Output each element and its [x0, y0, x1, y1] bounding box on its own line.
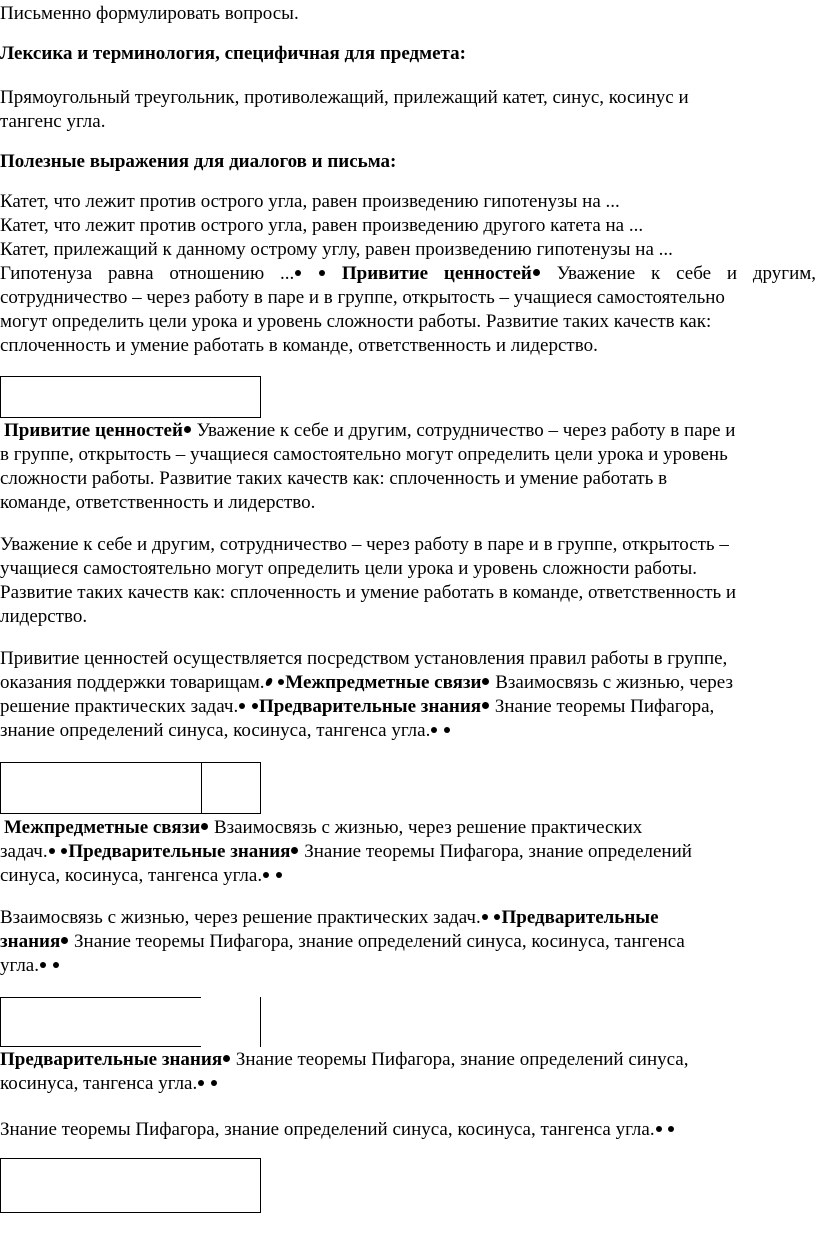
vocab-text: Прямоугольный треугольник, противолежащий, прилежащий катет, синус, косинус и тангенс угла. [0, 87, 689, 132]
empty-box [0, 376, 261, 418]
bullet-icon [53, 962, 59, 968]
values-paragraph-4: Привитие ценностей осуществляется посредством установления правил работы в группе, оказания поддержки товарищам. Межпредметные связи Взаимосвязь с жизнью, через решение практических задач. Предварительные знания Знание теоремы Пифагора, знание определений синуса, косинуса, тангенса угла. [0, 648, 733, 741]
bullet-icon [223, 1055, 230, 1062]
bullet-icon [291, 847, 298, 854]
values-paragraph-2: Привитие ценностей Уважение к себе и другим, сотрудничество – через работу в паре и [4, 420, 736, 441]
table-bottom-border [0, 813, 261, 814]
bullet-icon [276, 872, 282, 878]
bullet-icon [319, 270, 325, 276]
bullet-icon [252, 703, 258, 709]
phrases-block: Катет, что лежит против острого угла, равен произведению гипотенузы на ... Катет, что лежит против острого угла, равен произведению другого катета на ... Катет, прилежащий к данному острому углу, равен произведению гипотенузы на ... Гипотенуза равна отношению ... Привитие ценностей Уважение к себе и другим, сотрудничество – через работу в паре и в группе, открытость – учащиеся самостоятельно могут определить цели урока и уровень сложности работы. Развитие таких качеств как: сплоченность и умение работать в команде, ответственность и лидерство. [0, 191, 816, 356]
bullet-icon [482, 702, 489, 709]
bullet-icon [533, 269, 540, 276]
values-paragraph-3: Уважение к себе и другим, сотрудничество – через работу в паре и в группе, открытость – учащиеся самостоятельно могут определить цели урока и уровень сложности работы. Развитие таких качеств как: сплоченность и умение работать в команде, ответственность и лидерство. [0, 534, 737, 627]
bullet-icon [444, 727, 450, 733]
table-left-border [0, 997, 1, 1047]
empty-box [0, 1158, 261, 1213]
table-middle-border [201, 762, 202, 814]
prior-paragraph-2: Предварительные знания Знание теоремы Пифагора, знание определений синуса, косинуса, тангенса угла. [0, 1049, 689, 1094]
phrase-item: Катет, что лежит против острого угла, равен произведению другого катета на ... [0, 215, 644, 236]
bullet-icon [184, 426, 191, 433]
bullet-icon [201, 823, 208, 830]
bullet-icon [40, 962, 46, 968]
table-right-border [260, 762, 261, 814]
bullet-icon [482, 678, 489, 685]
bullet-icon [49, 848, 55, 854]
table-bottom-border [0, 1046, 201, 1047]
cross-paragraph-3: Взаимосвязь с жизнью, через решение практических задач. Предварительные знания Знание теоремы Пифагора, знание определений синуса, косинуса, тангенса угла. [0, 907, 685, 976]
cross-paragraph-2: Межпредметные связи Взаимосвязь с жизнью, через решение практических [4, 817, 643, 838]
bullet-icon [61, 848, 67, 854]
phrase-item: Катет, что лежит против острого угла, равен произведению гипотенузы на ... [0, 191, 620, 212]
bullet-icon [61, 937, 68, 944]
bullet-icon [263, 872, 269, 878]
values-paragraph-2-rest: в группе, открытость – учащиеся самостоятельно могут определить цели урока и уровень сложности работы. Развитие таких качеств как: сплоченность и умение работать в команде, ответственность и лидерство. [0, 444, 728, 513]
intro-text: Письменно формулировать вопросы. [0, 3, 299, 24]
bullet-icon [431, 727, 437, 733]
phrase-item: Катет, прилежащий к данному острому углу, равен произведению гипотенузы на ... [0, 239, 673, 260]
table-left-border [0, 762, 1, 814]
bullet-icon [264, 678, 273, 686]
bullet-icon [211, 1080, 217, 1086]
bullet-icon [494, 914, 500, 920]
bullet-icon [482, 914, 488, 920]
bullet-icon [668, 1126, 674, 1132]
table-top-border [0, 997, 201, 998]
phrase-item-justified: Гипотенуза равна отношению ... Привитие ценностей Уважение к себе и другим, [0, 263, 816, 284]
bullet-icon [198, 1080, 204, 1086]
bullet-icon [295, 270, 301, 276]
prior-paragraph-3: Знание теоремы Пифагора, знание определений синуса, косинуса, тангенса угла. [0, 1118, 816, 1142]
vocab-heading: Лексика и терминология, специфичная для предмета: [0, 43, 466, 64]
bullet-icon [278, 679, 284, 685]
bullet-icon [239, 703, 245, 709]
phrases-heading: Полезные выражения для диалогов и письма: [0, 151, 397, 172]
bullet-icon [656, 1126, 662, 1132]
table-right-border [260, 997, 261, 1047]
table-top-border [0, 762, 261, 763]
cross-paragraph-2-rest: задач. Предварительные знания Знание теоремы Пифагора, знание определений синуса, косинуса, тангенса угла. [0, 841, 692, 886]
